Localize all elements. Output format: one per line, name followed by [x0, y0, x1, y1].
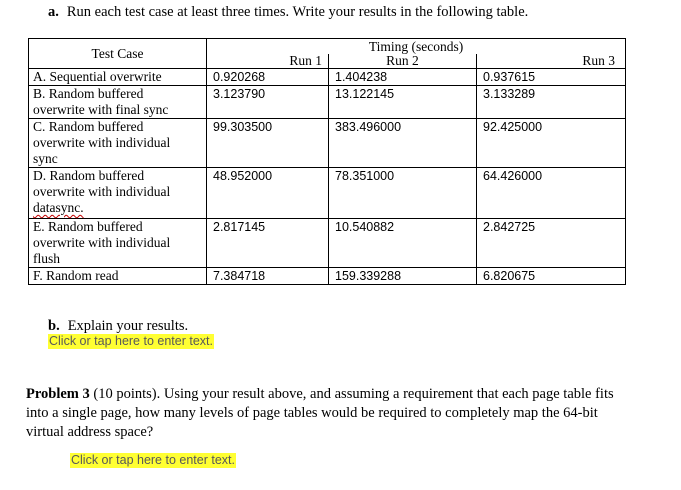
test-case-line: sync	[33, 151, 58, 166]
run-2-cell[interactable]: 383.496000	[329, 119, 477, 168]
part-b-answer-field[interactable]: Click or tap here to enter text.	[49, 334, 213, 348]
part-a-text: Run each test case at least three times. Write your results in the following table.	[66, 4, 529, 20]
test-case-cell[interactable]	[29, 119, 207, 168]
timing-results-table	[28, 38, 626, 285]
test-case-line: C. Random buffered	[33, 119, 144, 134]
run-2-cell[interactable]: 78.351000	[329, 168, 477, 219]
test-case-line: overwrite with individual	[33, 235, 171, 250]
test-case-line: overwrite with individual	[33, 135, 171, 150]
test-case-cell[interactable]	[29, 168, 207, 219]
table-row	[29, 268, 626, 285]
table-row	[29, 69, 626, 86]
run-3-cell[interactable]: 64.426000	[477, 168, 626, 219]
run-3-cell[interactable]: 6.820675	[477, 268, 626, 285]
problem-3-answer-field[interactable]: Click or tap here to enter text.	[71, 453, 235, 467]
problem-3-question	[26, 385, 631, 442]
problem-3-label: Problem 3	[26, 386, 90, 402]
table-row	[29, 119, 626, 168]
run-2-cell[interactable]: 159.339288	[329, 268, 477, 285]
run-3-cell[interactable]: 2.842725	[477, 219, 626, 268]
run-3-cell[interactable]: 0.937615	[477, 69, 626, 86]
part-b-instruction	[48, 318, 188, 335]
timing-header: Timing (seconds)	[207, 39, 626, 55]
run-2-cell[interactable]: 1.404238	[329, 69, 477, 86]
run-3-header: Run 3	[477, 54, 626, 69]
part-b-text: Explain your results.	[67, 318, 189, 334]
test-case-line: flush	[33, 251, 60, 266]
test-case-cell[interactable]	[29, 86, 207, 119]
test-case-cell[interactable]	[29, 219, 207, 268]
test-case-line: B. Random buffered	[33, 86, 144, 101]
test-case-line: A. Sequential overwrite	[33, 69, 162, 84]
test-case-line: F. Random read	[33, 268, 119, 283]
table-row	[29, 219, 626, 268]
run-1-cell[interactable]: 99.303500	[207, 119, 329, 168]
test-case-line: D. Random buffered	[33, 168, 145, 183]
run-2-header: Run 2	[329, 54, 477, 69]
table-row	[29, 168, 626, 219]
run-1-cell[interactable]: 7.384718	[207, 268, 329, 285]
run-3-cell[interactable]: 92.425000	[477, 119, 626, 168]
run-1-cell[interactable]: 2.817145	[207, 219, 329, 268]
test-case-cell[interactable]	[29, 69, 207, 86]
part-a-instruction	[48, 4, 528, 21]
test-case-cell[interactable]	[29, 268, 207, 285]
run-2-cell[interactable]: 13.122145	[329, 86, 477, 119]
part-a-label: a.	[48, 4, 59, 20]
run-2-cell[interactable]: 10.540882	[329, 219, 477, 268]
run-1-header: Run 1	[207, 54, 329, 69]
test-case-line: overwrite with final sync	[33, 102, 169, 117]
part-b-label: b.	[48, 318, 60, 334]
run-1-cell[interactable]: 48.952000	[207, 168, 329, 219]
test-case-header: Test Case	[29, 39, 207, 69]
run-1-cell[interactable]: 0.920268	[207, 69, 329, 86]
test-case-line: E. Random buffered	[33, 219, 143, 234]
table-row	[29, 86, 626, 119]
run-1-cell[interactable]: 3.123790	[207, 86, 329, 119]
test-case-line: overwrite with individual	[33, 184, 171, 199]
problem-3-text: (10 points). Using your result above, and assuming a requirement that each page table fits into a single page, how many levels of page tables would be required to completely map the 64-bit virtual address space?	[26, 386, 614, 440]
run-3-cell[interactable]: 3.133289	[477, 86, 626, 119]
test-case-line-spellcheck: datasync.	[33, 200, 84, 215]
table-header-row	[29, 39, 626, 55]
